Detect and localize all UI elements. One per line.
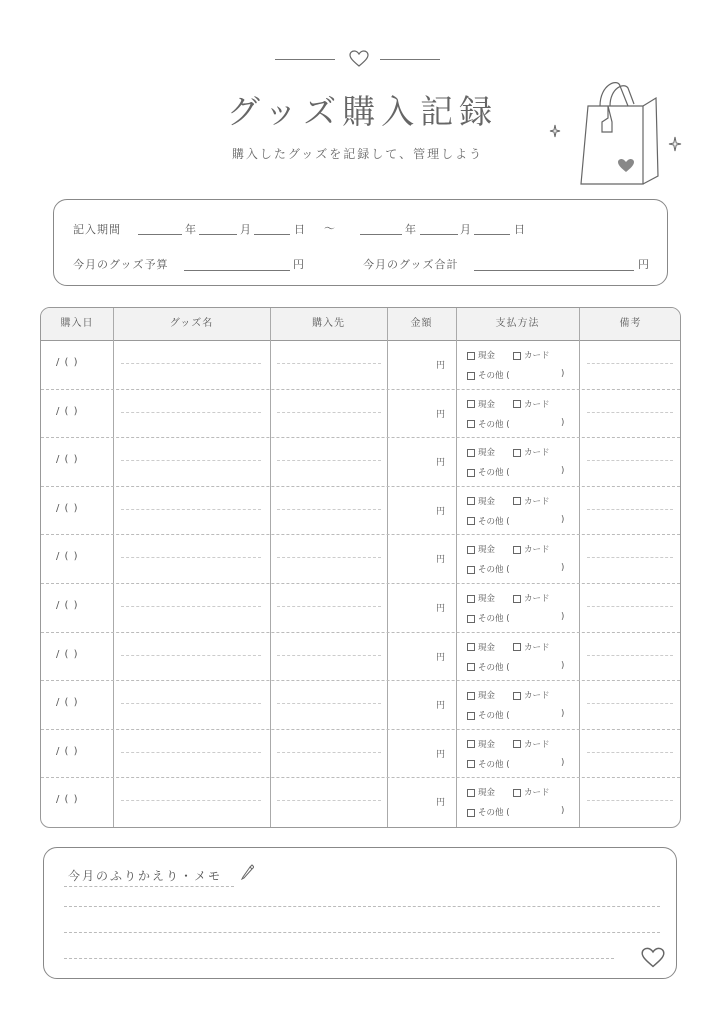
- checkbox-icon[interactable]: [467, 692, 475, 700]
- date-cell[interactable]: / ( ): [56, 502, 79, 514]
- sparkle-icon: [549, 124, 561, 138]
- table-header: [41, 308, 680, 341]
- pay-cash-option[interactable]: [467, 641, 495, 653]
- checkbox-icon[interactable]: [467, 372, 475, 380]
- pay-other-label: その他 (: [478, 371, 510, 381]
- memo-line[interactable]: [64, 932, 660, 933]
- item-field[interactable]: [121, 460, 261, 461]
- pay-card-option[interactable]: [513, 446, 550, 458]
- checkbox-icon[interactable]: [513, 595, 521, 603]
- pay-card-label: カード: [524, 594, 550, 604]
- pay-cash-label: 現金: [478, 496, 496, 507]
- pay-other-option[interactable]: [467, 563, 510, 575]
- amount-yen: 円: [436, 409, 446, 420]
- date-cell[interactable]: / ( ): [56, 648, 79, 660]
- pay-other-option[interactable]: [467, 418, 510, 430]
- pay-cash-option[interactable]: [467, 349, 495, 361]
- pay-card-option[interactable]: [513, 495, 550, 507]
- checkbox-icon[interactable]: [513, 643, 521, 651]
- item-field[interactable]: [121, 509, 261, 510]
- heart-icon: [349, 50, 369, 68]
- item-field[interactable]: [121, 800, 261, 801]
- pay-other-close: ): [561, 757, 565, 768]
- pay-cash-label: 現金: [478, 642, 496, 653]
- checkbox-icon[interactable]: [467, 400, 475, 408]
- sparkle-icon: [668, 136, 682, 152]
- store-field[interactable]: [277, 363, 381, 364]
- date-cell[interactable]: / ( ): [56, 745, 79, 757]
- pay-cash-label: 現金: [478, 545, 496, 556]
- notes-field[interactable]: [587, 557, 673, 558]
- pay-cash-option[interactable]: [467, 446, 495, 458]
- checkbox-icon[interactable]: [467, 595, 475, 603]
- pay-card-label: カード: [524, 788, 550, 799]
- pay-other-label: その他 (: [478, 808, 510, 819]
- table-row: [41, 438, 680, 487]
- checkbox-icon[interactable]: [513, 497, 521, 505]
- checkbox-icon[interactable]: [513, 449, 521, 457]
- pay-cash-label: 現金: [478, 739, 496, 750]
- notes-field[interactable]: [587, 412, 673, 413]
- pay-other-option[interactable]: [467, 661, 510, 673]
- date-cell[interactable]: / ( ): [56, 454, 79, 466]
- checkbox-icon[interactable]: [467, 566, 475, 574]
- start-month-field[interactable]: [199, 234, 237, 235]
- pay-cash-option[interactable]: [467, 786, 495, 798]
- checkbox-icon[interactable]: [513, 400, 521, 408]
- checkbox-icon[interactable]: [513, 789, 521, 797]
- pay-card-label: カード: [524, 691, 550, 702]
- checkbox-icon[interactable]: [513, 692, 521, 700]
- total-label: 今月のグッズ合計: [363, 258, 459, 271]
- item-field[interactable]: [121, 363, 261, 364]
- table-row: [41, 487, 680, 536]
- notes-field[interactable]: [587, 655, 673, 656]
- date-cell[interactable]: / ( ): [56, 697, 79, 709]
- notes-field[interactable]: [587, 509, 673, 510]
- memo-title: 今月のふりかえり・メモ: [68, 869, 223, 883]
- item-field[interactable]: [121, 703, 261, 704]
- table-body: [41, 341, 680, 827]
- pay-other-option[interactable]: [467, 466, 510, 478]
- date-cell[interactable]: / ( ): [56, 551, 79, 563]
- store-field[interactable]: [277, 703, 381, 704]
- budget-field[interactable]: [184, 270, 290, 271]
- pay-card-option[interactable]: [513, 738, 550, 750]
- item-field[interactable]: [121, 655, 261, 656]
- col-header-notes: 備考: [619, 318, 642, 329]
- col-header-amount: 金額: [410, 318, 433, 329]
- shopping-bag-icon: [548, 76, 688, 188]
- checkbox-icon[interactable]: [467, 663, 475, 671]
- memo-title-underline: [64, 886, 234, 887]
- checkbox-icon[interactable]: [513, 740, 521, 748]
- amount-yen: 円: [436, 604, 446, 614]
- pay-other-label: その他 (: [478, 614, 510, 624]
- pay-cash-option[interactable]: [467, 592, 495, 604]
- pay-other-option[interactable]: [467, 758, 510, 770]
- budget-label: 今月のグッズ予算: [73, 258, 169, 271]
- end-month-label: 月: [460, 223, 472, 236]
- pay-other-close: ): [561, 806, 565, 817]
- pay-other-label: その他 (: [478, 711, 510, 722]
- pay-other-option[interactable]: [467, 515, 510, 527]
- total-yen: 円: [638, 258, 650, 271]
- pay-cash-option[interactable]: [467, 398, 495, 410]
- checkbox-icon[interactable]: [467, 497, 475, 505]
- header-deco-line-right: [380, 59, 440, 60]
- store-field[interactable]: [277, 752, 381, 753]
- table-row: [41, 535, 680, 584]
- pay-other-option[interactable]: [467, 612, 510, 624]
- start-day-label: 日: [294, 223, 306, 236]
- pay-card-option[interactable]: [513, 641, 550, 653]
- pay-other-label: その他 (: [478, 565, 510, 576]
- pay-card-label: カード: [524, 545, 550, 556]
- end-day-label: 日: [514, 223, 526, 236]
- checkbox-icon[interactable]: [513, 352, 521, 360]
- end-day-field[interactable]: [474, 234, 510, 235]
- checkbox-icon[interactable]: [467, 760, 475, 768]
- start-month-label: 月: [240, 223, 252, 236]
- pay-cash-label: 現金: [478, 448, 496, 459]
- pay-card-label: カード: [524, 642, 550, 653]
- checkbox-icon[interactable]: [467, 517, 475, 525]
- checkbox-icon[interactable]: [467, 449, 475, 457]
- store-field[interactable]: [277, 557, 381, 558]
- date-cell[interactable]: / ( ): [56, 405, 79, 417]
- end-year-label: 年: [405, 223, 417, 236]
- item-field[interactable]: [121, 557, 261, 558]
- checkbox-icon[interactable]: [467, 352, 475, 360]
- date-cell[interactable]: / ( ): [56, 794, 79, 806]
- table-row: [41, 584, 680, 633]
- budget-yen: 円: [293, 258, 305, 271]
- checkbox-icon[interactable]: [467, 643, 475, 651]
- end-year-field[interactable]: [360, 234, 402, 235]
- notes-field[interactable]: [587, 800, 673, 801]
- period-section: [53, 199, 668, 286]
- pay-cash-option[interactable]: [467, 689, 495, 701]
- pay-other-label: その他 (: [478, 662, 510, 673]
- store-field[interactable]: [277, 509, 381, 510]
- purchase-table: [40, 307, 681, 828]
- amount-yen: 円: [436, 555, 446, 566]
- table-row: [41, 778, 680, 827]
- amount-yen: 円: [436, 652, 446, 663]
- pay-card-label: カード: [524, 448, 550, 459]
- pay-cash-label: 現金: [478, 399, 496, 410]
- period-tilde: 〜: [324, 222, 336, 235]
- header-deco-line-left: [275, 59, 335, 60]
- memo-line[interactable]: [64, 906, 660, 907]
- store-field[interactable]: [277, 460, 381, 461]
- pay-card-option[interactable]: [513, 592, 550, 604]
- notes-field[interactable]: [587, 703, 673, 704]
- page-subtitle: 購入したグッズを記録して、管理しよう: [231, 147, 484, 161]
- pay-card-label: カード: [524, 351, 550, 361]
- period-label: 記入期間: [73, 223, 121, 236]
- pay-cash-label: 現金: [478, 351, 496, 361]
- item-field[interactable]: [121, 412, 261, 413]
- pay-other-close: ): [561, 612, 565, 622]
- total-field[interactable]: [474, 270, 634, 271]
- col-header-item: グッズ名: [169, 318, 214, 329]
- pencil-icon: [240, 864, 254, 880]
- checkbox-icon[interactable]: [467, 712, 475, 720]
- pay-card-option[interactable]: [513, 543, 550, 555]
- pay-cash-option[interactable]: [467, 738, 495, 750]
- checkbox-icon[interactable]: [467, 420, 475, 428]
- pay-other-close: ): [561, 369, 565, 379]
- pay-other-close: ): [561, 660, 565, 671]
- item-field[interactable]: [121, 606, 261, 607]
- pay-cash-label: 現金: [478, 691, 496, 702]
- table-row: [41, 341, 680, 390]
- amount-yen: 円: [436, 798, 446, 809]
- pay-card-option[interactable]: [513, 689, 550, 701]
- start-year-field[interactable]: [138, 234, 182, 235]
- pay-other-option[interactable]: [467, 369, 510, 381]
- start-year-label: 年: [185, 223, 197, 236]
- pay-card-option[interactable]: [513, 349, 550, 361]
- amount-yen: 円: [436, 458, 446, 469]
- store-field[interactable]: [277, 655, 381, 656]
- amount-yen: 円: [436, 361, 446, 371]
- col-header-date: 購入日: [60, 318, 94, 329]
- pay-other-close: ): [561, 563, 565, 574]
- date-cell[interactable]: / ( ): [56, 600, 79, 611]
- pay-cash-option[interactable]: [467, 495, 495, 507]
- pay-other-label: その他 (: [478, 468, 510, 479]
- amount-yen: 円: [436, 749, 446, 760]
- pay-card-label: カード: [524, 496, 550, 507]
- col-header-payment: 支払方法: [495, 318, 540, 329]
- pay-other-label: その他 (: [478, 419, 510, 430]
- notes-field[interactable]: [587, 752, 673, 753]
- checkbox-icon[interactable]: [467, 740, 475, 748]
- notes-field[interactable]: [587, 460, 673, 461]
- pay-card-label: カード: [524, 739, 550, 750]
- end-month-field[interactable]: [420, 234, 458, 235]
- pay-other-close: ): [561, 417, 565, 428]
- table-row: [41, 681, 680, 730]
- amount-yen: 円: [436, 701, 446, 712]
- pay-other-option[interactable]: [467, 709, 510, 721]
- col-header-store: 購入先: [312, 318, 345, 329]
- pay-other-label: その他 (: [478, 759, 510, 770]
- store-field[interactable]: [277, 800, 381, 801]
- store-field[interactable]: [277, 412, 381, 413]
- pay-other-close: ): [561, 514, 565, 525]
- checkbox-icon[interactable]: [467, 469, 475, 477]
- pay-card-label: カード: [524, 399, 550, 410]
- heart-icon: [641, 947, 665, 969]
- table-row: [41, 633, 680, 682]
- amount-yen: 円: [436, 506, 446, 517]
- page-title: グッズ購入記録: [226, 92, 499, 131]
- pay-other-option[interactable]: [467, 806, 510, 818]
- memo-line[interactable]: [64, 958, 614, 959]
- table-row: [41, 390, 680, 439]
- memo-section: [43, 847, 677, 979]
- checkbox-icon[interactable]: [467, 546, 475, 554]
- notes-field[interactable]: [587, 606, 673, 607]
- checkbox-icon[interactable]: [467, 789, 475, 797]
- pay-card-option[interactable]: [513, 398, 550, 410]
- checkbox-icon[interactable]: [467, 615, 475, 623]
- start-day-field[interactable]: [254, 234, 290, 235]
- pay-card-option[interactable]: [513, 786, 550, 798]
- item-field[interactable]: [121, 752, 261, 753]
- pay-cash-label: 現金: [478, 594, 496, 604]
- pay-other-label: その他 (: [478, 516, 510, 527]
- pay-cash-label: 現金: [478, 788, 496, 799]
- date-cell[interactable]: / ( ): [56, 357, 79, 368]
- checkbox-icon[interactable]: [467, 809, 475, 817]
- notes-field[interactable]: [587, 363, 673, 364]
- checkbox-icon[interactable]: [513, 546, 521, 554]
- pay-cash-option[interactable]: [467, 543, 495, 555]
- store-field[interactable]: [277, 606, 381, 607]
- pay-other-close: ): [561, 709, 565, 720]
- table-row: [41, 730, 680, 779]
- pay-other-close: ): [561, 466, 565, 477]
